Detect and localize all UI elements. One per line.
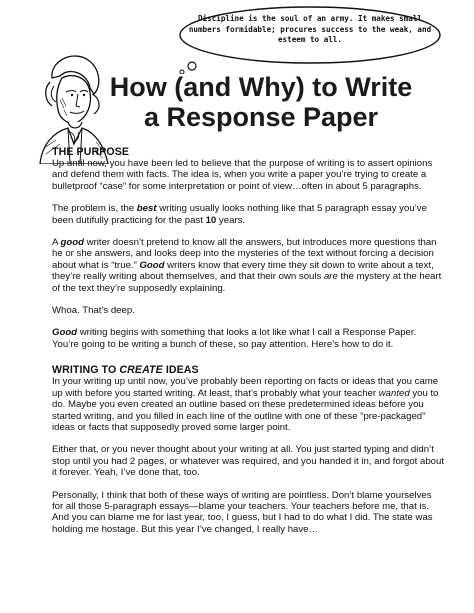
title-line-2: a Response Paper: [143, 102, 379, 132]
paragraph-purpose-5: [52, 327, 444, 350]
emphasis-good-3: Good: [52, 327, 78, 339]
emphasis-are: are: [323, 271, 338, 283]
title-line-1: How (and Why) to Write: [109, 72, 413, 102]
emphasis-wanted: wanted: [378, 387, 410, 399]
text-run: writer doesn’t pretend to know all the answers, but introduces more questions than he or she answers, and looks deep into the mysteries of the text without forcing a decision about what is “true.”: [52, 237, 437, 271]
paragraph-purpose-1: Up until now, you have been led to believe that the purpose of writing is to assert opinions and defend them with facts. The idea is, when you write a paper you’re trying to create a bulletproof “case” for some interpretation or point of view…often in about 5 paragraphs.: [52, 158, 433, 192]
emphasis-best: best: [136, 203, 157, 215]
text-run: A: [52, 237, 61, 249]
quote-speech-bubble: [174, 4, 444, 70]
text-run: you to do. Maybe you even created an outline based on these predetermined ideas before you started writing, and you filled in each line of the outline with one of these “pre-packaged” ideas or facts that supposedly proved some larger point.: [52, 387, 439, 433]
paragraph-purpose-2: [52, 203, 444, 226]
paragraph-create-2: Either that, or you never thought about your writing at all. You just started typing and didn’t stop until you had 2 pages, or whatever was required, and you handed it in, and forgot about it forever. Yeah, I’ve done that, too.: [52, 444, 445, 479]
paragraph-create-1: [52, 376, 444, 433]
text-run: writers know that every time they sit down to write about a text, they’re really writing about themselves, and that their own souls: [52, 259, 434, 283]
section-heading-purpose: THE PURPOSE: [52, 146, 130, 158]
heading-run: IDEAS: [162, 364, 199, 377]
text-run: The problem is, the: [52, 203, 137, 215]
text-run: years.: [216, 214, 246, 226]
section-heading-create-ideas: [52, 364, 444, 376]
page-title: [96, 72, 426, 132]
heading-run: WRITING TO: [52, 364, 120, 377]
text-run: In your writing up until now, you’ve probably been reporting on facts or ideas that you came up with before you started writing. At least, that’s probably what your teacher: [52, 376, 439, 399]
emphasis-good-2: Good: [139, 259, 165, 271]
paragraph-purpose-4: Whoa. That’s deep.: [52, 305, 135, 317]
emphasis-ten: 10: [205, 214, 217, 226]
text-run: writing usually looks nothing like that 5 paragraph essay you’ve been dutifully practicing for the past: [52, 203, 427, 226]
text-run: writing begins with something that looks a lot like what I call a Response Paper. You’re going to be writing a bunch of these, so pay attention. Here’s how to do it.: [52, 327, 417, 350]
document-body: [52, 146, 444, 546]
text-run: the mystery at the heart of the text they’re supposedly explaining.: [52, 271, 442, 294]
paragraph-create-3: Personally, I think that both of these ways of writing are pointless. Don’t blame yourselves for all those 5-paragraph essays—blame your teachers. Your teachers before me, that is. And you can blame me for last year, too, I guess, but I had to do what I did. The state was holding me hostage. But this year I’ve changed, I really have…: [52, 489, 433, 535]
paragraph-purpose-3: [52, 237, 444, 294]
emphasis-good: good: [60, 237, 84, 249]
heading-emphasis-create: CREATE: [119, 364, 163, 377]
quote-text: Discipline is the soul of an army. It makes small numbers formidable; procures success to the weak, and esteem to all.: [188, 14, 432, 44]
